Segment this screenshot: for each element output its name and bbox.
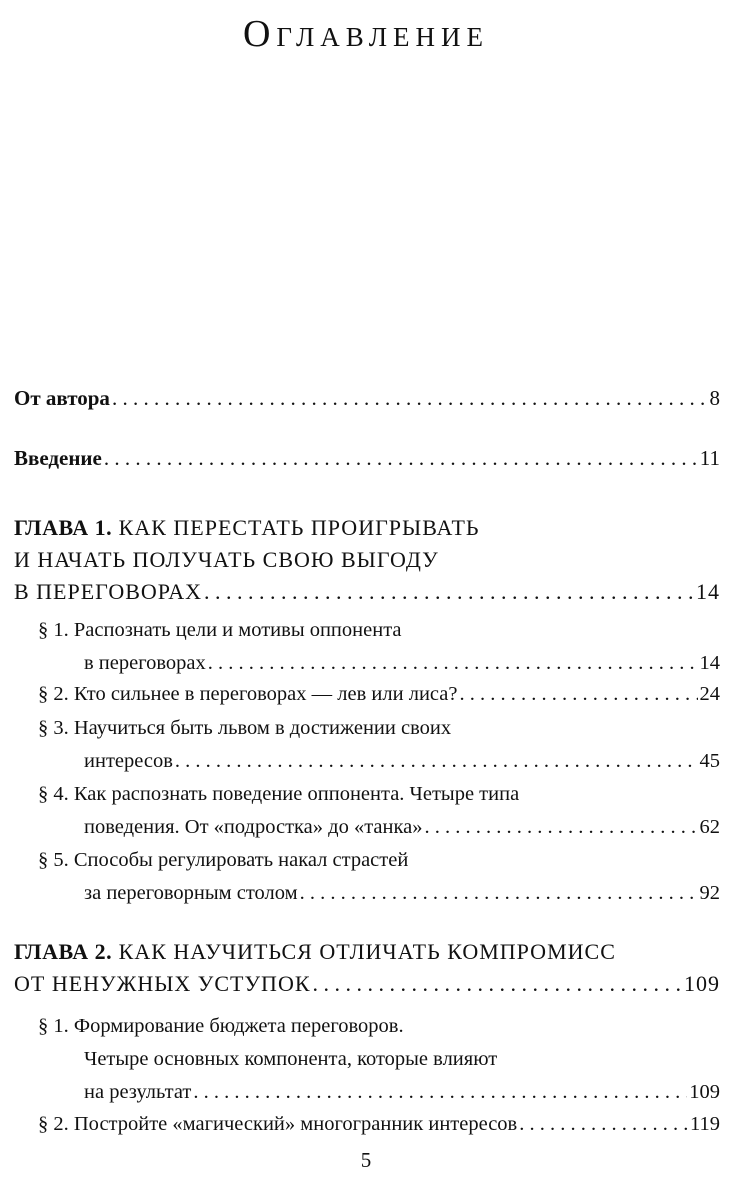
section-title-line: § 2. Кто сильнее в переговорах — лев или лиса?	[38, 683, 458, 705]
toc-entry-introduction[interactable]	[14, 442, 720, 474]
dot-leader	[175, 745, 698, 778]
section-title-line: § 2. Постройте «магический» многогранник интересов	[38, 1113, 518, 1135]
toc-section-1-3[interactable]	[14, 712, 720, 778]
toc-section-1-2[interactable]	[14, 678, 720, 711]
dot-leader	[313, 968, 682, 1000]
toc-page-number: 109	[689, 1081, 720, 1103]
toc-chapter-1[interactable]	[14, 512, 720, 608]
toc-entry-author[interactable]	[14, 382, 720, 414]
dot-leader	[208, 647, 698, 680]
page-footer-number: 5	[360, 1148, 372, 1172]
toc-page-number: 45	[699, 750, 720, 772]
page-title: Оглавление	[242, 13, 490, 55]
toc-page-number: 11	[699, 446, 720, 470]
toc-page-number: 92	[699, 882, 720, 904]
section-title-line: за переговорным столом	[84, 882, 298, 904]
chapter-title-line: ОТ НЕНУЖНЫХ УСТУПОК	[14, 971, 311, 996]
dot-leader	[300, 877, 698, 910]
section-title-line: § 3. Научиться быть львом в достижении своих	[38, 717, 452, 739]
dot-leader	[204, 576, 694, 608]
section-title-line: на результат	[84, 1081, 192, 1103]
chapter-prefix: ГЛАВА 1.	[14, 515, 113, 540]
toc-section-1-5[interactable]	[14, 844, 720, 910]
toc-section-2-1[interactable]	[14, 1010, 720, 1109]
toc-page-number: 109	[684, 971, 720, 996]
chapter-prefix: ГЛАВА 2.	[14, 939, 113, 964]
dot-leader	[519, 1108, 688, 1141]
section-title-line: § 1. Формирование бюджета переговоров.	[38, 1015, 404, 1037]
toc-page-number: 24	[699, 683, 720, 705]
toc-page-number: 14	[696, 579, 720, 604]
toc-page-number: 14	[699, 652, 720, 674]
section-title-line: § 1. Распознать цели и мотивы оппонента	[38, 619, 402, 641]
section-title-line: поведения. От «подростка» до «танка»	[84, 816, 423, 838]
dot-leader	[459, 678, 697, 711]
section-title-line: интересов	[84, 750, 173, 772]
toc-section-1-4[interactable]	[14, 778, 720, 844]
section-title-line: § 4. Как распознать поведение оппонента. Четыре типа	[38, 783, 520, 805]
toc-page-number: 8	[709, 386, 720, 410]
toc-chapter-2[interactable]	[14, 936, 720, 1000]
chapter-title-line: КАК НАУЧИТЬСЯ ОТЛИЧАТЬ КОМПРОМИСС	[118, 939, 616, 964]
toc-section-1-1[interactable]	[14, 614, 720, 680]
toc-page-number: 62	[699, 816, 720, 838]
section-title-line: § 5. Способы регулировать накал страстей	[38, 849, 409, 871]
section-title-line: в переговорах	[84, 652, 206, 674]
toc-entry-label: Введение	[14, 446, 102, 470]
toc-section-2-2[interactable]	[14, 1108, 720, 1141]
dot-leader	[424, 811, 697, 844]
chapter-title-line: КАК ПЕРЕСТАТЬ ПРОИГРЫВАТЬ	[118, 515, 480, 540]
dot-leader	[193, 1076, 687, 1109]
chapter-title-line: В ПЕРЕГОВОРАХ	[14, 579, 202, 604]
toc-page-number: 119	[690, 1113, 720, 1135]
chapter-title-line: И НАЧАТЬ ПОЛУЧАТЬ СВОЮ ВЫГОДУ	[14, 547, 439, 572]
toc-entry-label: От автора	[14, 386, 110, 410]
dot-leader	[104, 442, 698, 474]
dot-leader	[112, 382, 708, 414]
section-title-line: Четыре основных компонента, которые влияют	[84, 1048, 498, 1070]
